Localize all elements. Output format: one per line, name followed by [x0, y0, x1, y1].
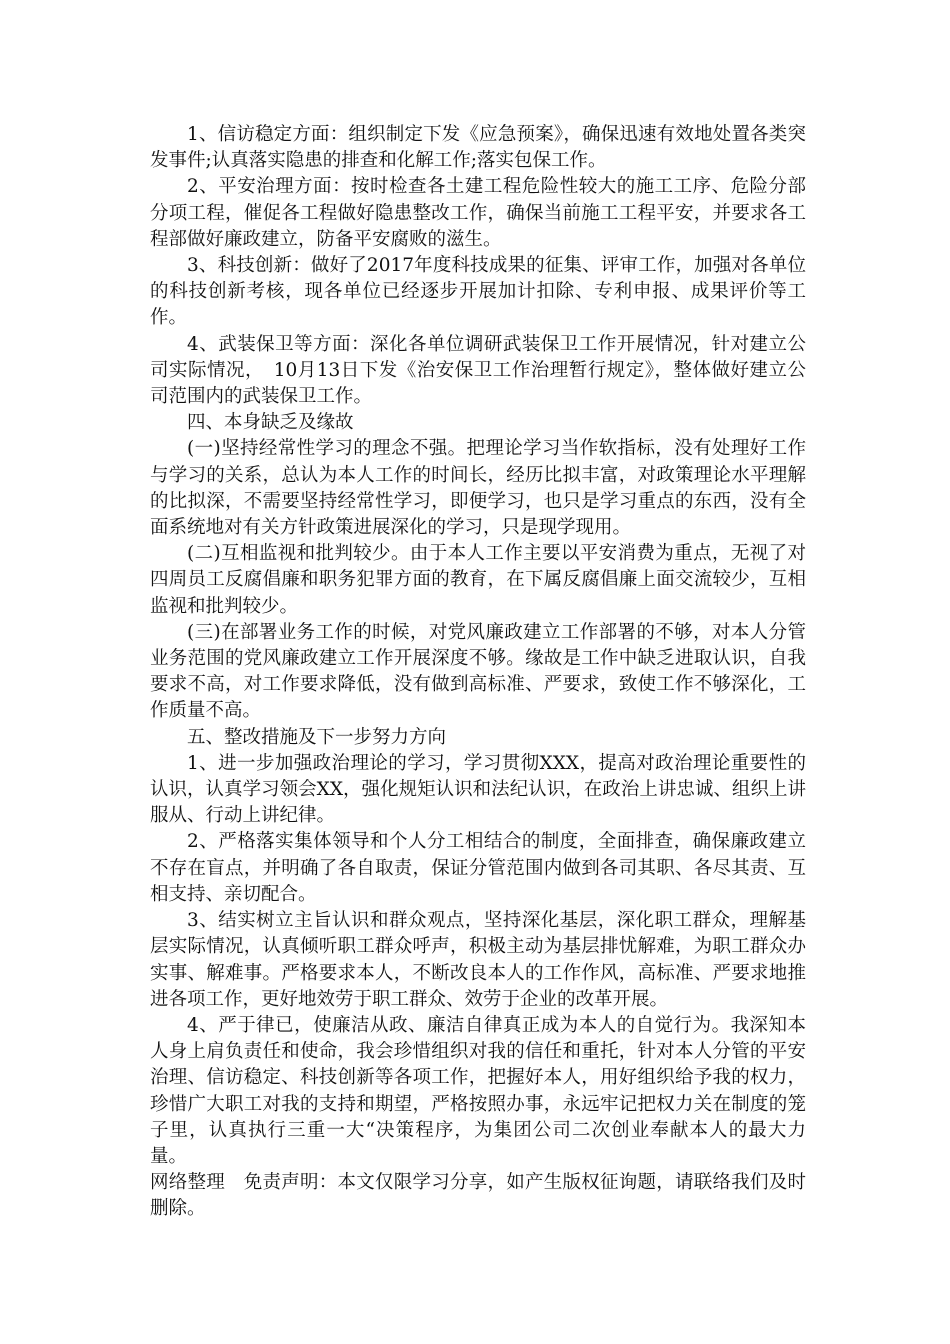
paragraph-shortcoming-2: (二)互相监视和批判较少。由于本人工作主要以平安消费为重点，无视了对四周员工反腐倡廉和职务犯罪方面的教育，在下属反腐倡廉上面交流较少，互相监视和批判较少。 [150, 543, 806, 617]
paragraph-2: 2、平安治理方面：按时检查各土建工程危险性较大的施工工序、危险分部分项工程，催促各工程做好隐患整改工作，确保当前施工工程平安，并要求各工程部做好廉政建立，防备平安腐败的滋生。 [150, 176, 806, 250]
paragraph-measure-4: 4、严于律已，使廉洁从政、廉洁自律真正成为本人的自觉行为。我深知本人身上肩负责任和使命，我会珍惜组织对我的信任和重托，针对本人分管的平安治理、信访稳定、科技创新等各项工作，把握好本人，用好组织给予我的权力，珍惜广大职工对我的支持和期望，严格按照办事，永远牢记把权力关在制度的笼子里，认真执行三重一大“决策程序，为集团公司二次创业奉献本人的最大力量。 [150, 1014, 806, 1167]
paragraph-shortcoming-3: (三)在部署业务工作的时候，对党风廉政建立工作部署的不够，对本人分管业务范围的党风廉政建立工作开展深度不够。缘故是工作中缺乏进取认识，自我要求不高，对工作要求降低，没有做到高标准、严要求，致使工作不够深化，工作质量不高。 [150, 621, 806, 722]
paragraph-measure-2: 2、严格落实集体领导和个人分工相结合的制度，全面排查，确保廉政建立不存在盲点，并明确了各自取责，保证分管范围内做到各司其职、各尽其责、互相支持、亲切配合。 [150, 831, 806, 905]
paragraph-measure-3: 3、结实树立主旨认识和群众观点，坚持深化基层，深化职工群众，理解基层实际情况，认真倾听职工群众呼声，积极主动为基层排忧解难，为职工群众办实事、解难事。严格要求本人，不断改良本人的工作作风，高标准、严要求地推进各项工作，更好地效劳于职工群众、效劳于企业的改革开展。 [150, 910, 806, 1010]
paragraph-3: 3、科技创新：做好了2017年度科技成果的征集、评审工作，加强对各单位的科技创新考核，现各单位已经逐步开展加计扣除、专利申报、成果评价等工作。 [150, 255, 806, 329]
paragraph-4: 4、武装保卫等方面：深化各单位调研武装保卫工作开展情况，针对建立公司实际情况， 10月13日下发《治安保卫工作治理暂行规定》，整体做好建立公司范围内的武装保卫工作。 [150, 333, 806, 408]
section-heading-4: 四、本身缺乏及缘故 [187, 412, 354, 434]
paragraph-measure-1: 1、进一步加强政治理论的学习，学习贯彻XXX，提高对政治理论重要性的认识，认真学习领会XX，强化规矩认识和法纪认识，在政治上讲忠诚、组织上讲服从、行动上讲纪律。 [150, 752, 806, 827]
paragraph-shortcoming-1: (一)坚持经常性学习的理念不强。把理论学习当作软指标，没有处理好工作与学习的关系，总认为本人工作的时间长，经历比拟丰富，对政策理论水平理解的比拟深，不需要坚持经常性学习，即便学习，也只是学习重点的东西，没有全面系统地对有关方针政策进展深化的学习，只是现学现用。 [150, 438, 806, 539]
disclaimer-footer: 网络整理 免责声明：本文仅限学习分享，如产生版权征询题，请联络我们及时删除。 [150, 1172, 806, 1220]
section-heading-5: 五、整改措施及下一步努力方向 [187, 726, 447, 748]
paragraph-1: 1、信访稳定方面：组织制定下发《应急预案》，确保迅速有效地处置各类突发事件;认真落实隐患的排查和化解工作;落实包保工作。 [150, 124, 806, 172]
document-body [150, 122, 806, 1223]
